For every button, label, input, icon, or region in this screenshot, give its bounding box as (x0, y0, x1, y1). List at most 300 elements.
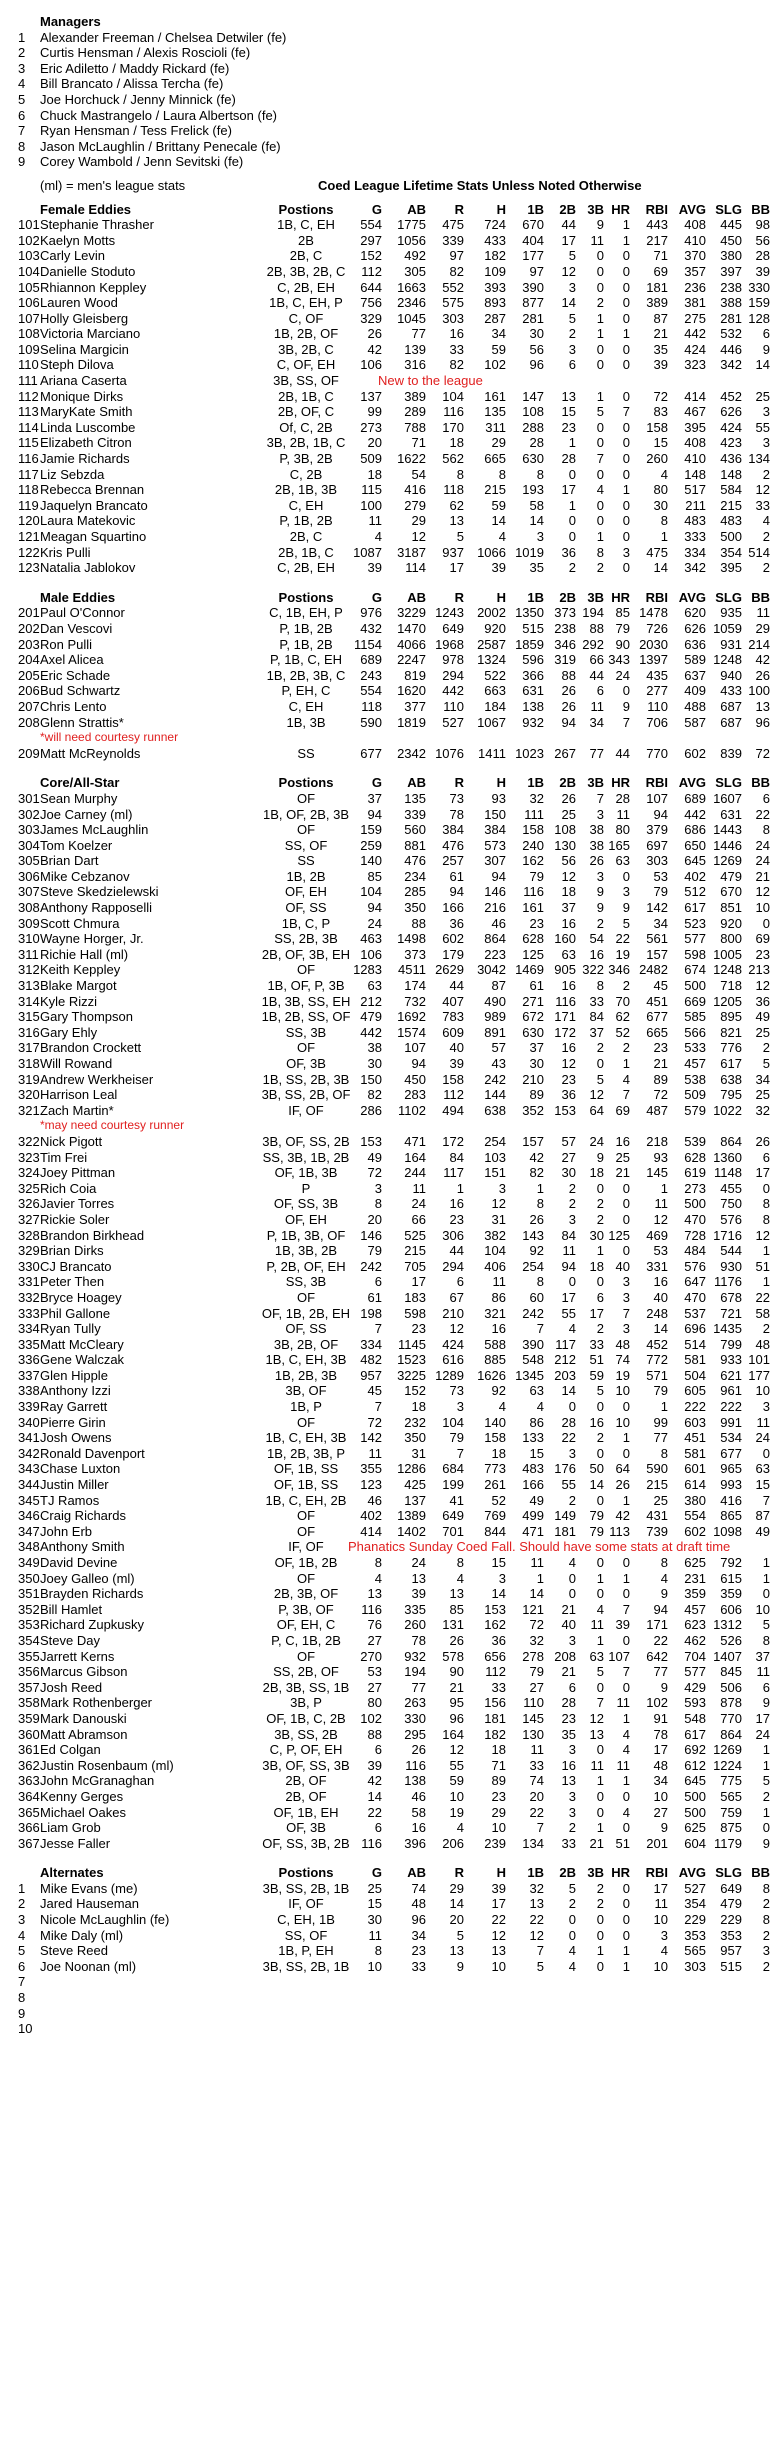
stat-cell: 4 (536, 1399, 544, 1415)
stat-cell: 770 (646, 745, 668, 761)
stat-cell: 153 (360, 1133, 382, 1149)
section-header (18, 775, 773, 791)
stat-cell: 0 (762, 1445, 770, 1461)
stat-cell: 724 (484, 217, 506, 233)
stat-cell: 16 (449, 1196, 464, 1212)
player-name: Jared Hauseman (40, 1896, 139, 1912)
stat-cell: 58 (411, 1804, 426, 1820)
stat-cell: 670 (522, 217, 544, 233)
stat-cell: 10 (653, 1788, 668, 1804)
player-row (18, 1943, 773, 1959)
stat-cell: 2 (568, 1492, 576, 1508)
stat-cell: 49 (529, 1492, 544, 1508)
manager-names: Corey Wambold / Jenn Sevitski (fe) (40, 154, 244, 170)
stat-cell: 7 (536, 1321, 544, 1337)
stat-cell: 62 (615, 1009, 630, 1025)
stat-cell: 61 (529, 978, 544, 994)
stat-cell: 0 (622, 1196, 630, 1212)
stat-cell: 115 (361, 482, 382, 498)
stat-cell: 12 (589, 1710, 604, 1726)
stat-cell: 41 (449, 1492, 464, 1508)
player-row (18, 1586, 773, 1602)
stat-cell: 14 (653, 560, 668, 576)
stat-cell: 71 (411, 435, 426, 451)
stat-cell: 0 (596, 248, 604, 264)
stat-cell: 2 (762, 1788, 770, 1804)
player-row (18, 545, 773, 561)
stat-cell: 145 (646, 1165, 668, 1181)
player-name: Justin Rosenbaum (ml) (40, 1757, 174, 1773)
stat-cell: 10 (755, 900, 770, 916)
stat-cell: 0 (596, 1912, 604, 1928)
stat-cell: 579 (684, 1102, 706, 1118)
stat-cell: 0 (622, 388, 630, 404)
stat-cell: 316 (404, 357, 426, 373)
stat-cell: 1692 (397, 1009, 426, 1025)
managers-list (18, 30, 773, 170)
stat-cell: 14 (589, 1477, 604, 1493)
stat-cell: 3 (568, 279, 576, 295)
player-name: Phil Gallone (40, 1305, 111, 1321)
stat-cell: 463 (360, 931, 382, 947)
player-row (18, 1165, 773, 1181)
stat-cell: 3 (498, 1180, 506, 1196)
stat-cell: 116 (555, 993, 576, 1009)
player-row (18, 822, 773, 838)
stat-cell: 26 (561, 790, 576, 806)
stat-cell: 78 (411, 1632, 426, 1648)
player-positions: 1B, 2B, 3B (274, 1367, 338, 1383)
stat-cell: 701 (442, 1523, 464, 1539)
player-row (18, 1602, 773, 1618)
stats-sections (18, 202, 773, 2037)
player-positions: OF, 1B, 2B (274, 1555, 338, 1570)
stat-cell: 39 (491, 1880, 506, 1896)
stat-cell: 80 (615, 822, 630, 838)
stat-cell: 10 (367, 1958, 382, 1974)
player-positions: 1B, C, EH, 3B (265, 1430, 347, 1446)
column-header: 2B (559, 201, 576, 217)
stat-cell: 991 (720, 1414, 742, 1430)
stat-cell: 234 (404, 868, 426, 884)
stat-cell: 34 (755, 1071, 770, 1087)
column-header: BB (751, 775, 770, 791)
stat-cell: 22 (653, 1632, 668, 1648)
stat-cell: 989 (484, 1009, 506, 1025)
stat-cell: 108 (554, 822, 576, 838)
stat-cell: 24 (755, 1430, 770, 1446)
stat-cell: 1 (622, 217, 630, 233)
stat-cell: 3 (762, 435, 770, 451)
stat-cell: 416 (720, 1492, 742, 1508)
stat-cell: 166 (522, 1477, 544, 1493)
stat-cell: 450 (720, 232, 742, 248)
stat-cell: 353 (684, 1927, 706, 1943)
stat-cell: 978 (442, 652, 464, 668)
player-number: 343 (18, 1461, 40, 1477)
stat-cell: 353 (720, 1927, 742, 1943)
stat-cell: 11 (590, 1757, 604, 1773)
stat-cell: 289 (404, 404, 426, 420)
stat-cell: 1859 (515, 636, 544, 652)
stat-cell: 9 (596, 1149, 604, 1165)
stat-cell: 23 (411, 1943, 426, 1959)
stat-cell: 10 (491, 1958, 506, 1974)
stat-cell: 587 (684, 714, 706, 730)
stat-cell: 776 (720, 1040, 742, 1056)
player-positions: P, EH, C (281, 683, 331, 699)
stat-cell: 1 (596, 1943, 604, 1959)
stat-cell: 397 (720, 263, 742, 279)
player-number: 335 (18, 1336, 40, 1352)
stat-cell: 170 (442, 419, 464, 435)
stat-cell: 58 (529, 497, 544, 513)
stat-cell: 149 (554, 1508, 576, 1524)
player-number: 304 (18, 837, 40, 853)
stat-cell: 152 (360, 248, 382, 264)
stat-cell: 721 (720, 1305, 742, 1321)
stat-cell: 59 (589, 1367, 604, 1383)
column-header: H (496, 201, 506, 217)
stat-cell: 7 (622, 1664, 630, 1680)
player-number: 2 (18, 1896, 26, 1912)
stat-cell: 1469 (515, 962, 544, 978)
stat-cell: 37 (755, 1648, 770, 1664)
player-number: 117 (18, 466, 39, 482)
stat-cell: 29 (755, 620, 770, 636)
player-number: 357 (18, 1679, 40, 1695)
column-header: SLG (715, 589, 742, 605)
player-number: 204 (18, 652, 40, 668)
player-row (18, 1773, 773, 1789)
stat-cell: 37 (367, 790, 382, 806)
player-row (18, 1352, 773, 1368)
stat-cell: 36 (755, 993, 770, 1009)
stat-cell: 21 (589, 1835, 604, 1851)
stat-cell: 598 (684, 946, 706, 962)
stat-cell: 470 (684, 1211, 706, 1227)
stat-cell: 488 (684, 698, 706, 714)
stat-cell: 22 (615, 931, 630, 947)
player-positions: OF, 1B, EH (273, 1804, 339, 1820)
column-header: SLG (715, 1865, 742, 1881)
player-positions: OF, EH (285, 1211, 327, 1227)
stat-cell: 12 (491, 1927, 506, 1943)
stat-cell: 12 (755, 482, 770, 498)
stat-cell: 23 (653, 1040, 668, 1056)
stat-cell: 52 (491, 1492, 506, 1508)
stat-cell: 930 (720, 1258, 742, 1274)
stat-cell: 1 (596, 310, 604, 326)
stat-cell: 451 (646, 993, 668, 1009)
player-row (18, 1134, 773, 1150)
player-number: 102 (18, 232, 40, 248)
stat-cell: 11 (616, 806, 630, 822)
stat-cell: 706 (646, 714, 668, 730)
stat-cell: 4 (622, 1726, 630, 1742)
player-name: Richie Hall (ml) (40, 946, 129, 962)
stat-cell: 134 (522, 1835, 544, 1851)
stat-cell: 750 (720, 1196, 742, 1212)
stat-cell: 22 (755, 1289, 770, 1305)
player-row (18, 1040, 773, 1056)
stat-cell: 82 (449, 357, 464, 373)
stat-cell: 1968 (435, 636, 464, 652)
stat-cell: 4 (568, 1943, 576, 1959)
stat-cell: 0 (596, 341, 604, 357)
stat-cell: 905 (554, 962, 576, 978)
stat-cell: 26 (615, 1477, 630, 1493)
stat-cell: 7 (374, 1399, 382, 1415)
stat-cell: 15 (491, 1555, 506, 1570)
stat-cell: 53 (653, 1243, 668, 1259)
player-positions: P, 2B, OF, EH (266, 1258, 346, 1274)
player-number: 364 (18, 1788, 40, 1804)
stat-cell: 243 (360, 667, 382, 683)
stat-cell: 0 (622, 451, 630, 467)
stat-cell: 845 (720, 1664, 742, 1680)
stat-cell: 1 (622, 1710, 630, 1726)
player-row (18, 1555, 773, 1571)
stat-cell: 25 (367, 1880, 382, 1896)
player-positions: 1B, 3B, 2B (274, 1243, 338, 1259)
player-name: Joe Noonan (ml) (40, 1958, 137, 1974)
stat-cell: 85 (367, 868, 382, 884)
player-row (18, 233, 773, 249)
stat-cell: 88 (589, 620, 604, 636)
player-number: 121 (18, 529, 40, 544)
stat-cell: 370 (684, 248, 706, 264)
player-name: Justin Miller (40, 1477, 109, 1493)
stat-cell: 210 (522, 1071, 544, 1087)
stat-cell: 350 (404, 1430, 426, 1446)
player-positions: 3B, OF, SS, 3B (262, 1757, 350, 1773)
stat-cell: 148 (684, 466, 706, 482)
stat-cell: 1397 (639, 652, 668, 668)
player-positions: OF, 1B, C, 2B (266, 1710, 346, 1726)
stat-cell: 354 (684, 1896, 706, 1912)
stat-cell: 18 (561, 884, 576, 900)
stat-cell: 606 (720, 1601, 742, 1617)
player-name: Ronald Davenport (40, 1445, 145, 1461)
player-positions: OF (296, 1523, 316, 1539)
stat-cell: 59 (449, 1773, 464, 1789)
player-row (18, 1415, 773, 1431)
section-header (18, 590, 773, 606)
stat-cell: 625 (684, 1820, 706, 1836)
stat-cell: 285 (404, 884, 426, 900)
stat-cell: 242 (360, 1258, 382, 1274)
stat-cell: 450 (404, 1071, 426, 1087)
player-row (18, 1290, 773, 1306)
player-positions: OF, 1B, SS (273, 1477, 339, 1493)
stat-cell: 76 (367, 1617, 382, 1633)
stat-cell: 3 (374, 1180, 382, 1196)
stat-cell: 0 (568, 466, 576, 482)
stat-cell: 159 (748, 295, 770, 311)
player-name: Eric Schade (40, 667, 111, 683)
column-header-positions: Postions (278, 775, 334, 791)
stat-cell: 4 (622, 1742, 630, 1758)
stat-cell: 12 (755, 978, 770, 994)
player-row (18, 1087, 773, 1103)
column-header: R (454, 775, 464, 791)
stat-cell: 183 (404, 1289, 426, 1305)
player-positions: SS, OF (284, 837, 328, 853)
stat-cell: 146 (484, 884, 506, 900)
stat-cell: 475 (646, 544, 668, 560)
stat-cell: 5 (536, 1958, 544, 1974)
player-positions: 1B, C, EH (277, 217, 335, 233)
stat-cell: 117 (443, 1165, 464, 1181)
player-name: Kyle Rizzi (40, 993, 98, 1009)
stat-cell: 0 (622, 1632, 630, 1648)
stat-cell: 158 (646, 419, 668, 435)
player-name: Jaquelyn Brancato (40, 497, 148, 513)
stat-cell: 3187 (397, 544, 426, 560)
stat-cell: 525 (404, 1227, 426, 1243)
player-number: 301 (18, 790, 40, 806)
stat-cell: 993 (720, 1477, 742, 1493)
player-row (18, 699, 773, 715)
stat-cell: 6 (374, 1274, 382, 1290)
stat-cell: 303 (646, 853, 668, 869)
stat-cell: 0 (622, 1555, 630, 1570)
stat-cell: 12 (755, 884, 770, 900)
stat-cell: 705 (404, 1258, 426, 1274)
stat-cell: 3 (568, 1742, 576, 1758)
stat-cell: 2 (596, 915, 604, 931)
stat-cell: 172 (442, 1133, 464, 1149)
stat-cell: 851 (720, 900, 742, 916)
manager-number: 7 (18, 123, 26, 139)
stat-cell: 20 (367, 1211, 382, 1227)
player-name: Kris Pulli (40, 544, 91, 560)
stat-cell: 59 (491, 341, 506, 357)
stat-cell: 408 (684, 217, 706, 233)
manager-names: Curtis Hensman / Alexis Roscioli (fe) (40, 45, 251, 61)
stat-cell: 17 (491, 1896, 506, 1912)
player-number: 355 (18, 1648, 40, 1664)
stat-cell: 839 (720, 745, 742, 761)
stat-cell: 2 (568, 560, 576, 576)
stat-cell: 116 (405, 1757, 426, 1773)
stat-cell: 334 (360, 1336, 382, 1352)
stat-cell: 3 (568, 1445, 576, 1461)
player-number: 352 (18, 1601, 40, 1617)
stat-cell: 42 (615, 1508, 630, 1524)
stat-cell: 96 (411, 1912, 426, 1928)
column-header: BB (751, 1865, 770, 1881)
stat-cell: 359 (684, 1586, 706, 1602)
stat-cell: 704 (684, 1648, 706, 1664)
stat-cell: 672 (522, 1009, 544, 1025)
manager-row (18, 45, 773, 61)
player-name: Mike Evans (me) (40, 1880, 138, 1896)
player-positions: P, 1B, 2B (279, 636, 333, 652)
player-positions: OF, 1B, 2B, EH (261, 1305, 351, 1321)
player-row (18, 2006, 773, 2022)
stat-cell: 33 (589, 1336, 604, 1352)
stat-cell: 55 (449, 1757, 464, 1773)
player-positions: OF, 3B (286, 1820, 326, 1836)
stat-cell: 303 (442, 310, 464, 326)
player-number: 305 (18, 853, 40, 869)
stat-cell: 72 (367, 1165, 382, 1181)
stat-cell: 8 (536, 1274, 544, 1290)
stat-cell: 343 (608, 652, 630, 668)
player-number: 327 (18, 1211, 40, 1227)
stat-cell: 77 (411, 1679, 426, 1695)
stat-cell: 94 (653, 806, 668, 822)
stat-cell: 1269 (713, 853, 742, 869)
stat-cell: 53 (367, 1664, 382, 1680)
stat-cell: 0 (622, 1679, 630, 1695)
player-name: Paul O'Connor (40, 605, 125, 621)
stat-cell: 16 (449, 326, 464, 342)
stat-cell: 153 (484, 1601, 506, 1617)
stat-cell: 222 (720, 1399, 742, 1415)
stat-cell: 11 (590, 698, 604, 714)
player-row (18, 637, 773, 653)
stat-cell: 366 (522, 667, 544, 683)
player-positions: IF, OF (288, 1102, 324, 1118)
player-name: Axel Alicea (40, 652, 104, 668)
player-positions: OF (296, 790, 316, 806)
stat-cell: 795 (720, 1087, 742, 1103)
stat-cell: 23 (561, 1710, 576, 1726)
player-number: 313 (18, 978, 40, 994)
stat-cell: 647 (684, 1274, 706, 1290)
stat-cell: 8 (762, 822, 770, 838)
stat-cell: 566 (684, 1024, 706, 1040)
stat-cell: 638 (484, 1102, 506, 1118)
stat-cell: 39 (367, 560, 382, 576)
stat-cell: 90 (615, 636, 630, 652)
stat-cell: 476 (404, 853, 426, 869)
player-number: 113 (18, 404, 39, 420)
stat-cell: 932 (522, 714, 544, 730)
stat-cell: 4 (660, 466, 668, 482)
stat-cell: 7 (374, 1321, 382, 1337)
player-name: Elizabeth Citron (40, 435, 132, 451)
stat-cell: 260 (404, 1617, 426, 1633)
stat-cell: 48 (411, 1896, 426, 1912)
column-header: AVG (678, 589, 706, 605)
stat-cell: 29 (449, 1880, 464, 1896)
stat-cell: 113 (609, 1523, 630, 1539)
stat-cell: 342 (720, 357, 742, 373)
stat-cell: 2030 (639, 636, 668, 652)
stat-cell: 11 (530, 1742, 544, 1758)
player-name: Rhiannon Keppley (40, 279, 147, 295)
stat-cell: 32 (529, 1880, 544, 1896)
stat-cell: 158 (442, 1071, 464, 1087)
stat-cell: 79 (589, 1508, 604, 1524)
player-positions: P, 3B, 2B (279, 451, 333, 467)
stat-cell: 99 (367, 404, 382, 420)
player-positions: 1B, 2B, OF (273, 326, 339, 342)
player-name: Blake Margot (40, 978, 117, 994)
manager-number: 6 (18, 107, 26, 123)
stat-cell: 407 (442, 993, 464, 1009)
column-header: 3B (587, 775, 604, 791)
manager-names: Alexander Freeman / Chelsea Detwiler (fe) (40, 29, 287, 45)
stat-cell: 88 (411, 915, 426, 931)
stat-cell: 2 (568, 326, 576, 342)
player-positions: IF, OF (288, 1539, 324, 1555)
stat-cell: 42 (367, 341, 382, 357)
